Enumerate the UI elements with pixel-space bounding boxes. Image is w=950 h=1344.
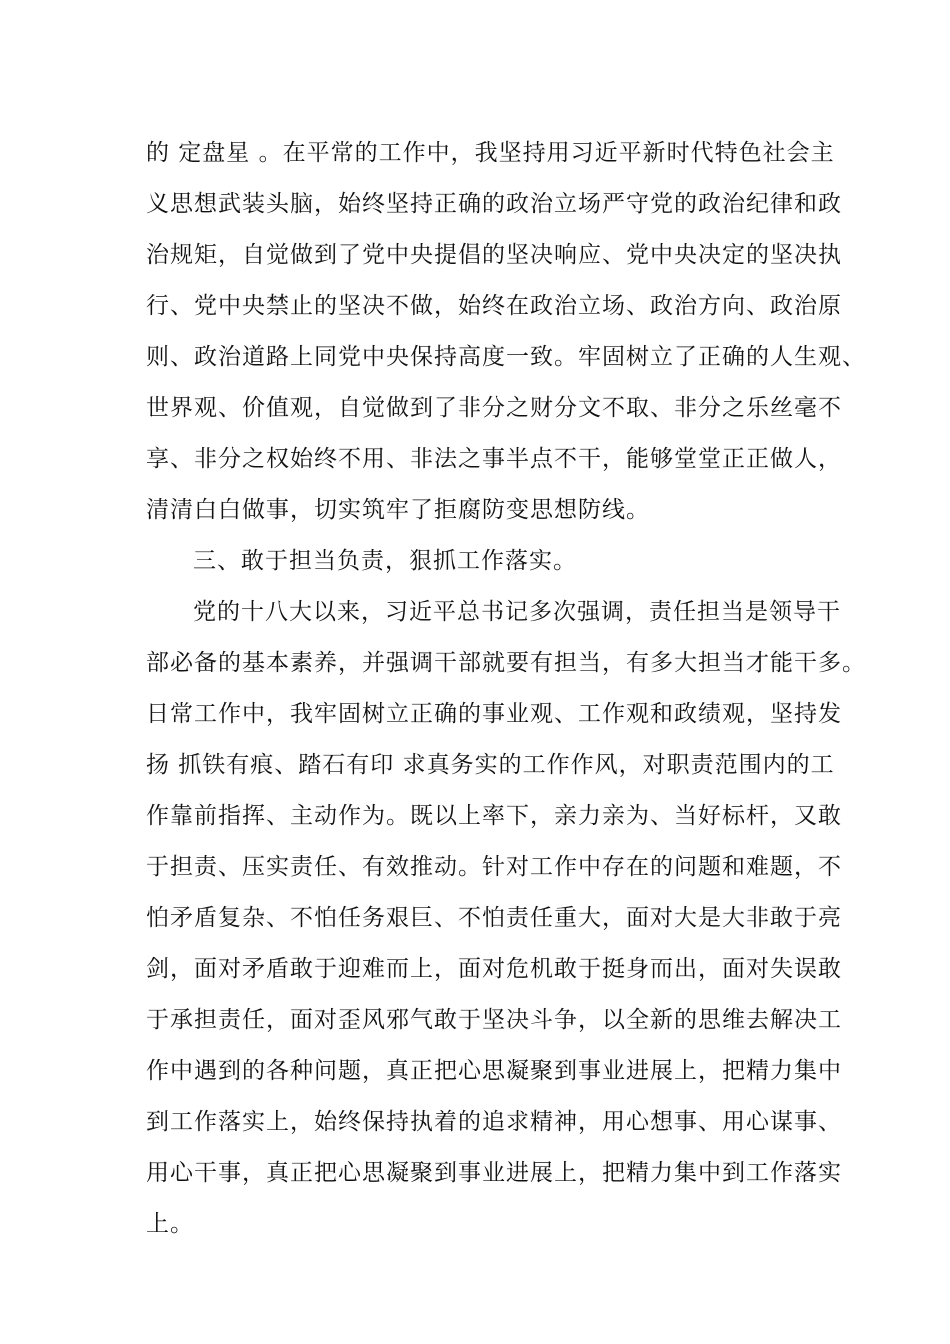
text-line: 到工作落实上，始终保持执着的追求精神，用心想事、用心谋事、 bbox=[146, 1109, 842, 1135]
text-line: 上。 bbox=[146, 1211, 194, 1237]
text-line: 用心干事，真正把心思凝聚到事业进展上，把精力集中到工作落实 bbox=[146, 1160, 842, 1186]
text-line: 作中遇到的各种问题，真正把心思凝聚到事业进展上，把精力集中 bbox=[146, 1058, 842, 1084]
document-body bbox=[146, 132, 866, 1245]
section-heading: 三、敢于担当负责，狠抓工作落实。 bbox=[193, 548, 577, 574]
text-line: 怕矛盾复杂、不怕任务艰巨、不怕责任重大，面对大是大非敢于亮 bbox=[146, 905, 842, 931]
text-line: 于担责、压实责任、有效推动。针对工作中存在的问题和难题，不 bbox=[146, 854, 842, 880]
text-line: 则、政治道路上同党中央保持高度一致。牢固树立了正确的人生观、 bbox=[146, 344, 866, 370]
text-line: 部必备的基本素养，并强调干部就要有担当，有多大担当才能干多。 bbox=[146, 650, 866, 676]
text-line: 治规矩，自觉做到了党中央提倡的坚决响应、党中央决定的坚决执 bbox=[146, 242, 842, 268]
text-line: 义思想武装头脑，始终坚持正确的政治立场严守党的政治纪律和政 bbox=[146, 191, 842, 217]
text-line: 行、党中央禁止的坚决不做，始终在政治立场、政治方向、政治原 bbox=[146, 293, 842, 319]
text-line: 清清白白做事，切实筑牢了拒腐防变思想防线。 bbox=[146, 497, 650, 523]
text-line: 日常工作中，我牢固树立正确的事业观、工作观和政绩观，坚持发 bbox=[146, 701, 842, 727]
text-line: 的 定盘星 。在平常的工作中，我坚持用习近平新时代特色社会主 bbox=[146, 140, 835, 166]
text-line: 享、非分之权始终不用、非法之事半点不干，能够堂堂正正做人， bbox=[146, 446, 842, 472]
text-line: 扬 抓铁有痕、踏石有印 求真务实的工作作风，对职责范围内的工 bbox=[146, 752, 835, 778]
text-line: 世界观、价值观，自觉做到了非分之财分文不取、非分之乐丝毫不 bbox=[146, 395, 842, 421]
text-line: 剑，面对矛盾敢于迎难而上，面对危机敢于挺身而出，面对失误敢 bbox=[146, 956, 842, 982]
text-line: 党的十八大以来，习近平总书记多次强调，责任担当是领导干 bbox=[193, 599, 841, 625]
text-line: 作靠前指挥、主动作为。既以上率下，亲力亲为、当好标杆，又敢 bbox=[146, 803, 842, 829]
text-line: 于承担责任，面对歪风邪气敢于坚决斗争，以全新的思维去解决工 bbox=[146, 1007, 842, 1033]
